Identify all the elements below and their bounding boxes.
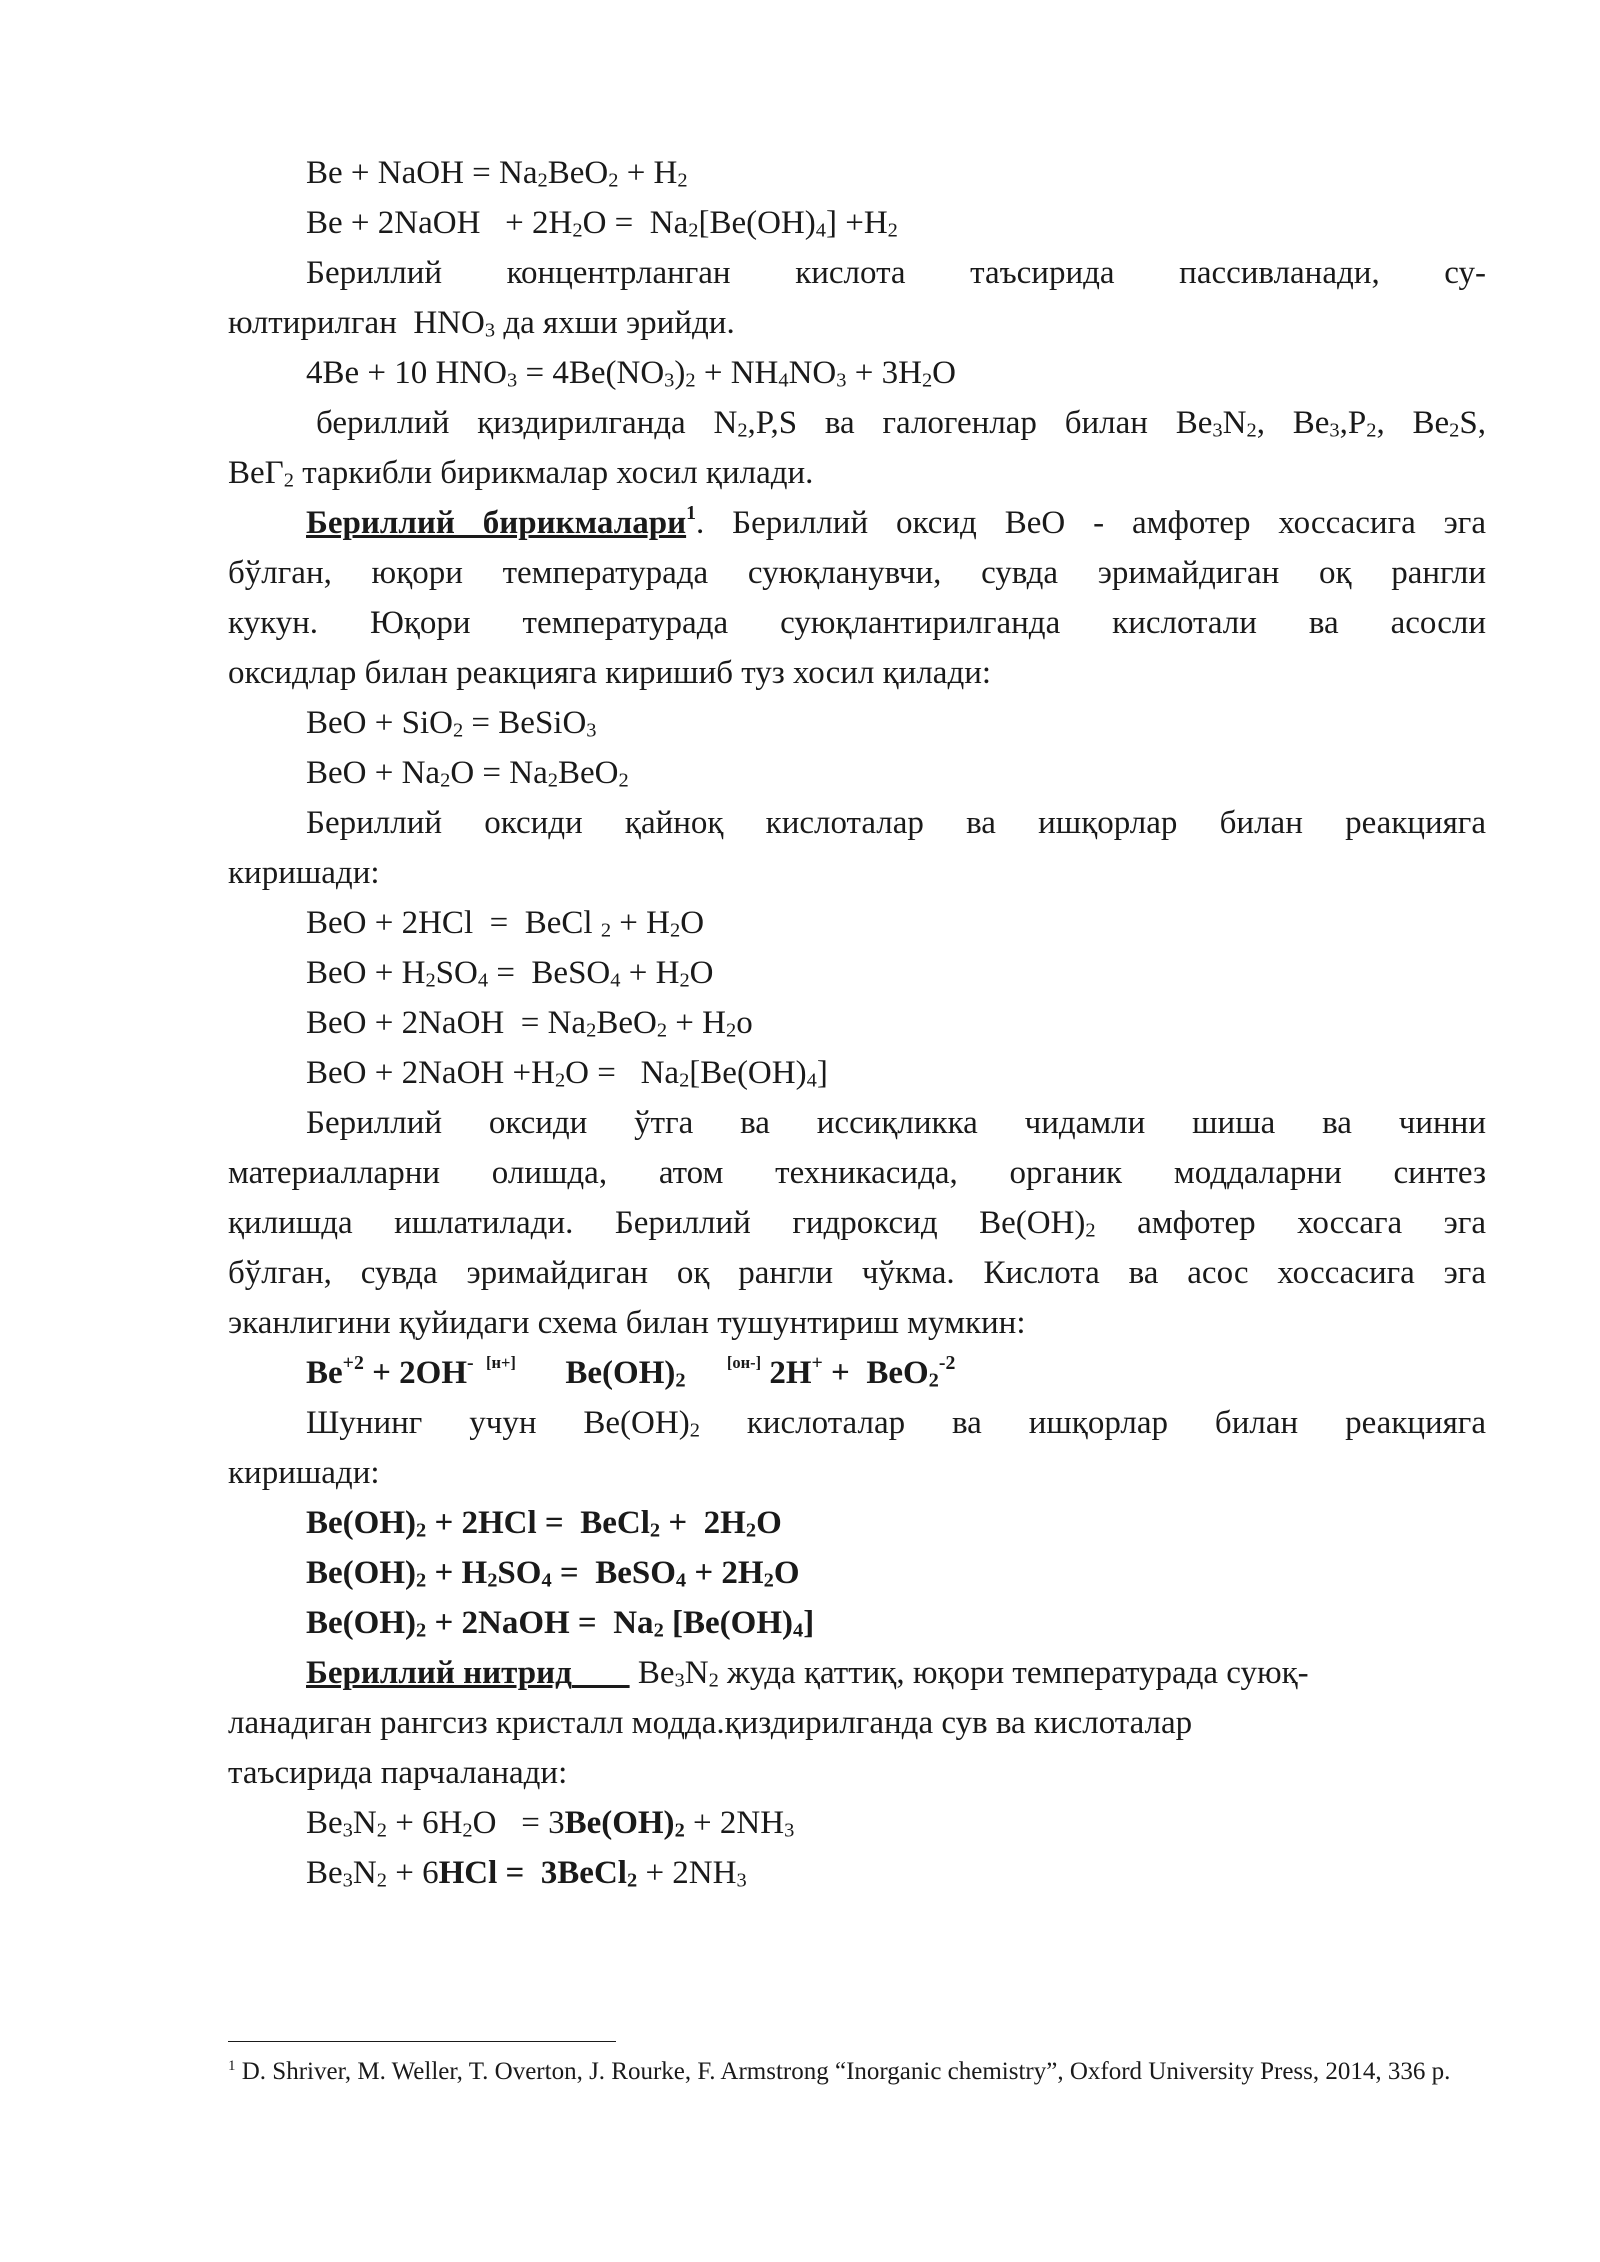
paragraph-line: Бериллий концентрланган кислота таъсирида пассивланади, су-	[306, 255, 1486, 291]
equation-line: $Be_3N_2 + 6H_2O = 3Be(OH)_2 + 2NH_3$	[306, 1805, 795, 1842]
paragraph-line: кукун. Юқори температурада суюқлантирилганда кислотали ва асосли	[228, 605, 1486, 641]
paragraph-line: бериллий қиздирилганда $N_2,P,S$ ва галогенлар билан $Be_3N_2$, $Be_3,P_2$, $Be_2S$,	[316, 405, 1486, 442]
paragraph-line: эканлигини қуйидаги схема билан тушунтириш мумкин:	[228, 1305, 1026, 1341]
paragraph-line: оксидлар билан реакцияга киришиб туз хосил қилади:	[228, 655, 992, 691]
paragraph-line: Бериллий бирикмалари$^1$. Бериллий оксид BeO - амфотер хоссасига эга	[306, 502, 1486, 541]
section-heading-beryllium-compounds: Бериллий бирикмалари	[306, 505, 687, 541]
equation-line: BeO + $Na_2O = Na_2BeO_2$	[306, 755, 629, 792]
footnote-text: D. Shriver, M. Weller, T. Overton, J. Rourke, F. Armstrong “Inorganic chemistry”, Oxford University Press, 2014, 336 p.	[241, 2058, 1451, 2085]
equation-line: BeO + $H_2SO_4$ = BeSO$_4$ + $H_2O$	[306, 955, 714, 992]
paragraph-line: материалларни олишда, атом техникасида, органик моддаларни синтез	[228, 1155, 1486, 1191]
equation-line: Be + 2NaOH + $2H_2O = Na_2[Be(OH)_4] +H_2$	[306, 205, 898, 242]
footnote	[228, 2055, 1486, 2088]
paragraph-line: қилишда ишлатилади. Бериллий гидроксид $Be(OH)_2$ амфотер хоссага эга	[228, 1205, 1486, 1242]
paragraph-line: юлтирилган $HNO_3$ да яхши эрийди.	[228, 305, 735, 342]
equation-line: $Be_3N_2 + 6HCl$ = 3BeCl$_2$ + $2NH_3$	[306, 1855, 747, 1892]
footnote-number: 1	[228, 2058, 236, 2074]
paragraph-line: Шунинг учун $Be(OH)_2$ кислоталар ва ишқорлар билан реакцияга	[306, 1405, 1486, 1442]
footnote-separator	[228, 2041, 616, 2042]
paragraph-line: Бериллий оксиди қайноқ кислоталар ва ишқорлар билан реакцияга	[306, 805, 1486, 841]
equation-line: 4Be + 10 $HNO_3 = 4Be(NO_3)_2 + NH_4NO_3 + 3H_2O$	[306, 355, 956, 392]
equation-line: Be + NaOH = $Na_2BeO_2 + H_2$	[306, 155, 688, 192]
paragraph-line: BeГ$_2$ таркибли бирикмалар хосил қилади.	[228, 455, 814, 492]
amphoteric-scheme: $Be^{+2} + 2OH^-$ [н+] $Be(OH)_2$ [он-] 2H+ + BeO$_2^{-2}$	[306, 1352, 956, 1392]
paragraph-line: таъсирида парчаланади:	[228, 1755, 568, 1791]
equation-line: BeO + 2HCl = BeCl $_2 + H_2O$	[306, 905, 705, 942]
equation-line: BeO + 2NaOH $+H_2O = Na_2[Be(OH)_4]$	[306, 1055, 828, 1092]
paragraph-line: Бериллий нитрид $Be_3N_2$ жуда қаттиқ, юқори температурада суюқ-	[306, 1655, 1309, 1692]
paragraph-line: бўлган, сувда эримайдиган оқ рангли чўкма. Кислота ва асос хоссасига эга	[228, 1255, 1486, 1291]
equation-line: $Be(OH)_2 + 2HCl$ = BeCl$_2$ + $2H_2O$	[306, 1505, 782, 1542]
paragraph-line: ланадиган рангсиз кристалл модда.қиздирилганда сув ва кислоталар	[228, 1705, 1193, 1741]
footnote-reference[interactable]: 1	[686, 502, 696, 525]
paragraph-line: киришади:	[228, 1455, 380, 1491]
paragraph-line: киришади:	[228, 855, 380, 891]
paragraph-line: Бериллий оксиди ўтга ва иссиқликка чидамли шиша ва чинни	[306, 1105, 1486, 1141]
paragraph-line: бўлган, юқори температурада суюқланувчи, сувда эримайдиган оқ рангли	[228, 555, 1486, 591]
equation-line: $Be(OH)_2$ + 2NaOH = $Na_2$ $[Be(OH)_4]$	[306, 1605, 815, 1642]
equation-line: BeO + SiO$_2$ = BeSiO$_3$	[306, 705, 597, 742]
section-heading-beryllium-nitride: Бериллий нитрид	[306, 1655, 572, 1691]
equation-line: BeO + 2NaOH = $Na_2BeO_2 + H_2o$	[306, 1005, 753, 1042]
equation-line: $Be(OH)_2 + H_2SO_4$ = BeSO$_4$ + $2H_2O$	[306, 1555, 800, 1592]
document-page	[228, 148, 1486, 1898]
